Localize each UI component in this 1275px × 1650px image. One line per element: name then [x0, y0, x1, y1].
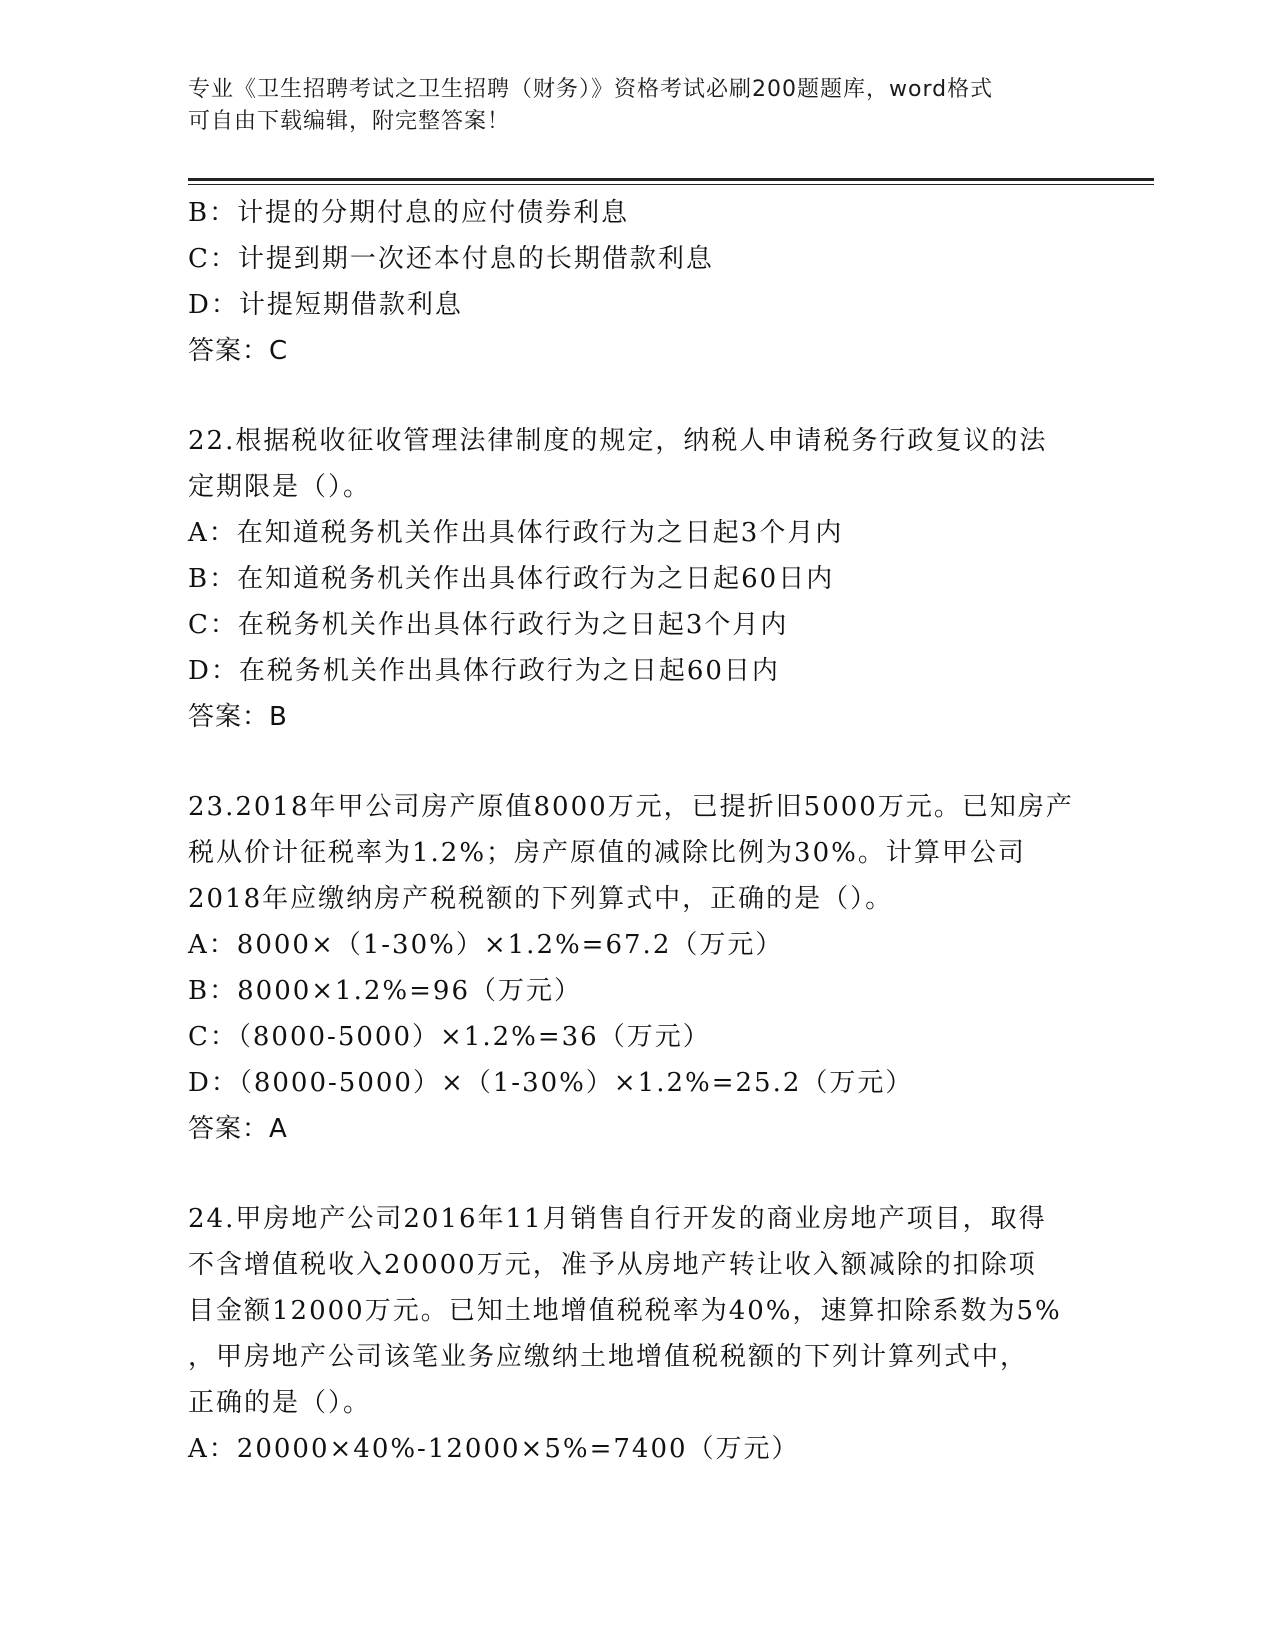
header-divider — [188, 178, 1154, 181]
question-stem: 22.根据税收征收管理法律制度的规定，纳税人申请税务行政复议的法 — [188, 426, 1048, 456]
answer-line: 答案：C — [188, 336, 289, 366]
option-d: D：计提短期借款利息 — [188, 290, 463, 320]
header-divider-thin — [188, 184, 1154, 185]
answer-line: 答案：A — [188, 1114, 288, 1144]
page-header — [188, 74, 1068, 138]
option-a: A：8000×（1-30%）×1.2%=67.2（万元） — [188, 930, 784, 960]
question-stem: 定期限是（）。 — [188, 472, 372, 502]
option-c: C：在税务机关作出具体行政行为之日起3个月内 — [188, 610, 789, 640]
question-stem: 税从价计征税率为1.2%；房产原值的减除比例为30%。计算甲公司 — [188, 838, 1026, 868]
question-stem: 正确的是（）。 — [188, 1388, 372, 1418]
option-a: A：20000×40%-12000×5%=7400（万元） — [188, 1434, 800, 1464]
option-b: B：计提的分期付息的应付债券利息 — [188, 198, 630, 228]
question-stem: 目金额12000万元。已知土地增值税税率为40%，速算扣除系数为5% — [188, 1296, 1062, 1326]
question-23 — [188, 784, 1088, 1152]
option-a: A：在知道税务机关作出具体行政行为之日起3个月内 — [188, 518, 844, 548]
question-22 — [188, 418, 1088, 740]
option-d: D：在税务机关作出具体行政行为之日起60日内 — [188, 656, 780, 686]
question-stem: 23.2018年甲公司房产原值8000万元，已提折旧5000万元。已知房产 — [188, 792, 1074, 822]
header-line: 专业《卫生招聘考试之卫生招聘（财务）》资格考试必刷200题题库，word格式 — [188, 77, 994, 102]
header-line: 可自由下载编辑，附完整答案！ — [188, 109, 511, 134]
question-stem: 24.甲房地产公司2016年11月销售自行开发的商业房地产项目，取得 — [188, 1204, 1047, 1234]
question-24 — [188, 1196, 1088, 1472]
question-content — [188, 190, 1088, 1472]
prev-question-block — [188, 190, 1088, 374]
question-stem: 不含增值税收入20000万元，准予从房地产转让收入额减除的扣除项 — [188, 1250, 1037, 1280]
option-b: B：在知道税务机关作出具体行政行为之日起60日内 — [188, 564, 835, 594]
question-stem: 2018年应缴纳房产税税额的下列算式中，正确的是（）。 — [188, 884, 894, 914]
option-c: C：（8000-5000）×1.2%=36（万元） — [188, 1022, 711, 1052]
option-d: D：（8000-5000）×（1-30%）×1.2%=25.2（万元） — [188, 1068, 914, 1098]
option-b: B：8000×1.2%=96（万元） — [188, 976, 582, 1006]
question-stem: ，甲房地产公司该笔业务应缴纳土地增值税税额的下列计算列式中， — [188, 1342, 1029, 1372]
answer-line: 答案：B — [188, 702, 288, 732]
option-c: C：计提到期一次还本付息的长期借款利息 — [188, 244, 714, 274]
